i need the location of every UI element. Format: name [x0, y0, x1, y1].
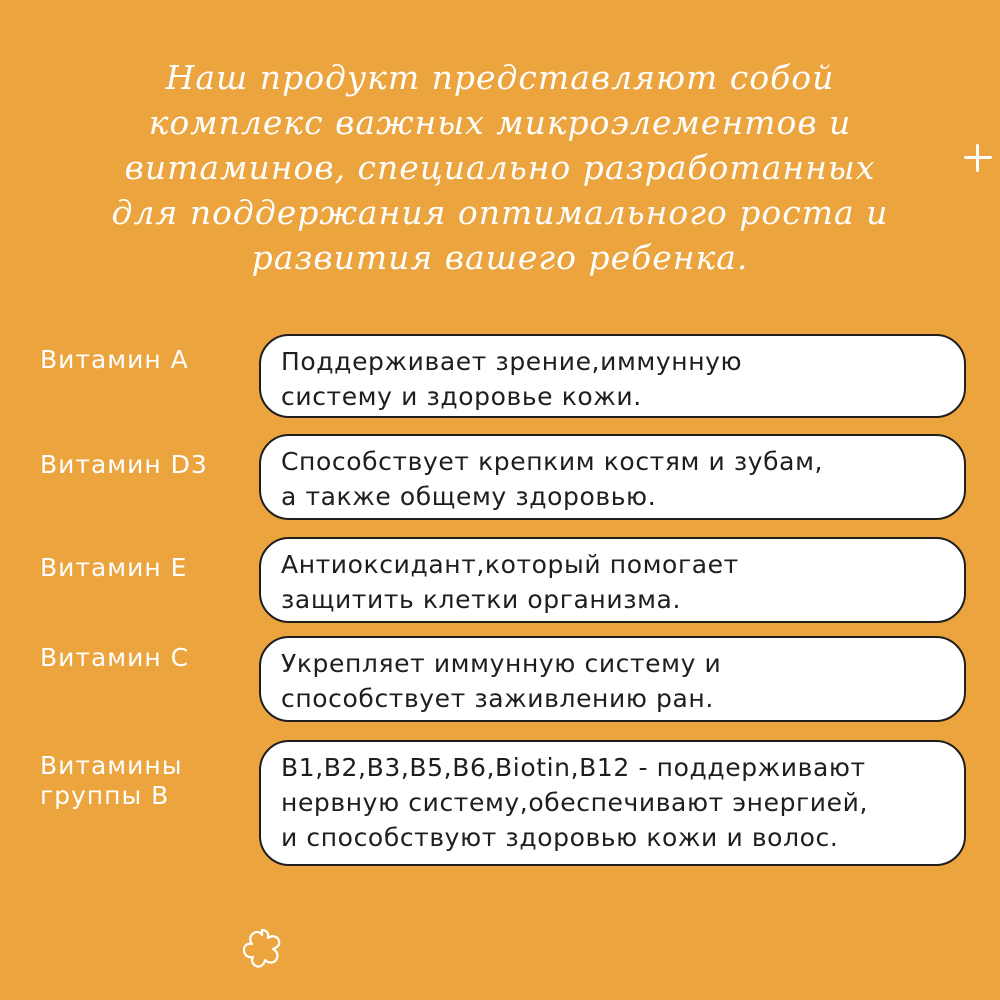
- vitamin-a-card: [259, 334, 966, 418]
- vitamin-c-card: [259, 636, 966, 722]
- vitamin-c-description: Укрепляет иммунную систему и способствует заживлению ран.: [281, 649, 722, 713]
- flower-outline-icon: [236, 922, 288, 974]
- vitamin-b-group-label: Витамины группы В: [40, 751, 183, 810]
- vitamin-d3-description: Способствует крепким костям и зубам, а также общему здоровью.: [281, 447, 824, 511]
- vitamin-e-description: Антиоксидант,который помогает защитить клетки организма.: [281, 550, 739, 614]
- vitamin-e-label: Витамин Е: [40, 553, 188, 582]
- vitamin-a-label: Витамин А: [40, 345, 189, 374]
- vitamin-b-group-description: B1,B2,B3,B5,B6,Biotin,B12 - поддерживают нервную систему,обеспечивают энергией, и способствуют здоровью кожи и волос.: [281, 753, 869, 852]
- vitamin-e-card: [259, 537, 966, 623]
- vitamin-d3-card: [259, 434, 966, 520]
- vitamin-d3-label: Витамин D3: [40, 450, 208, 479]
- vitamin-b-group-card: [259, 740, 966, 866]
- vitamin-a-description: Поддерживает зрение,иммунную систему и здоровье кожи.: [281, 347, 743, 411]
- plus-icon: [964, 144, 992, 172]
- intro-text: Наш продукт представляют собой комплекс важных микроэлементов и витаминов, специально разработанных для поддержания оптимального роста и развития вашего ребенка.: [111, 58, 889, 277]
- vitamin-c-label: Витамин С: [40, 643, 190, 672]
